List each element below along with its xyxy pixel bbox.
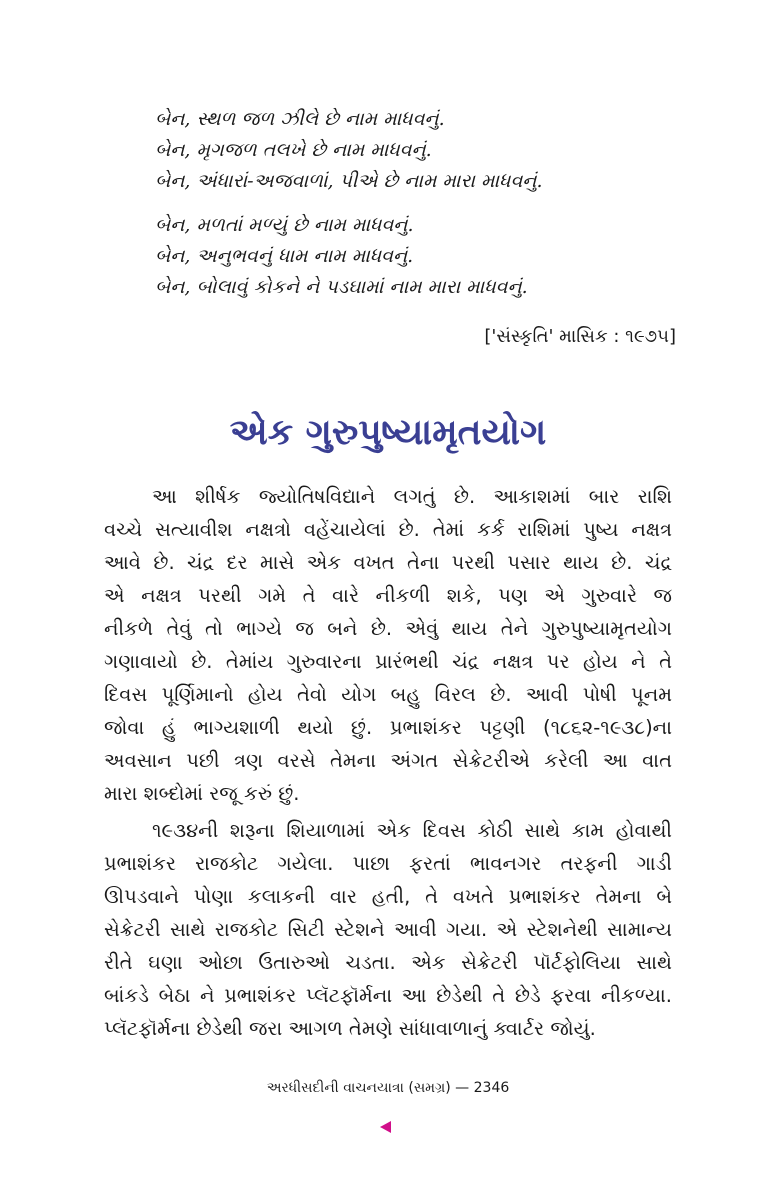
text-line: ૧૯૩૪ની શરૂના શિયાળામાં એક દિવસ કોઠી સાથે કામ હોવાથી	[152, 819, 672, 842]
text-line: આવે છે. ચંદ્ર દર માસે એક વખત તેના પરથી પસાર થાય છે. ચંદ્ર	[104, 551, 672, 574]
text-line: રીતે ઘણા ઓછા ઉતારુઓ ચડતા. એક સેક્રેટરી પૉર્ટફોલિયા સાથે	[104, 951, 672, 974]
text-line: ગણાવાયો છે. તેમાંય ગુરુવારના પ્રારંભથી ચંદ્ર નક્ષત્ર પર હોય ને તે	[104, 650, 672, 673]
poem-line: બેન, મળતાં મળ્યું છે નામ માધવનું.	[155, 214, 414, 236]
text-line: પ્લૅટફૉર્મના છેડેથી જરા આગળ તેમણે સાંધાવાળાનું ક્વાર્ટર જોયું.	[104, 1017, 596, 1040]
text-line: અવસાન પછી ત્રણ વરસે તેમના અંગત સેક્રેટરીએ કરેલી આ વાત	[104, 749, 672, 772]
text-line: વચ્ચે સત્યાવીશ નક્ષત્રો વહેંચાયેલાં છે. તેમાં કર્ક રાશિમાં પુષ્ય નક્ષત્ર	[104, 518, 672, 541]
text-line: મારા શબ્દોમાં રજૂ કરું છું.	[104, 782, 300, 805]
poem-line: બેન, મૃગજળ તલખે છે નામ માધવનું.	[155, 139, 432, 161]
poem-source-citation: ['સંસ્કૃતિ' માસિક : ૧૯૭૫]	[484, 326, 676, 347]
previous-page-arrow-icon[interactable]	[380, 1121, 391, 1133]
text-line: દિવસ પૂર્ણિમાનો હોય તેવો યોગ બહુ વિરલ છે. આવી પોષી પૂનમ	[104, 683, 672, 706]
article-title: એક ગુરુપુષ્યામૃતયોગ	[229, 412, 547, 453]
page-footer: અરધીસદીની વાચનયાત્રા (સમગ્ર) — 2346	[266, 1080, 510, 1096]
poem-line: બેન, સ્થળ જળ ઝીલે છે નામ માધવનું.	[155, 108, 445, 130]
poem-line: બેન, બોલાવું કોકને ને પડઘામાં નામ મારા માધવનું.	[155, 276, 528, 298]
poem	[155, 104, 695, 303]
text-line: પ્રભાશંકર રાજકોટ ગયેલા. પાછા ફરતાં ભાવનગર તરફની ગાડી	[104, 852, 672, 875]
text-line: જોવા હું ભાગ્યશાળી થયો છું. પ્રભાશંકર પટ્ટણી (૧૮૬૨-૧૯૩૮)ના	[104, 716, 672, 739]
text-line: આ શીર્ષક જ્યોતિષવિદ્યાને લગતું છે. આકાશમાં બાર રાશિ	[152, 485, 672, 508]
poem-line: બેન, અંધારાં-અજવાળાં, પીએ છે નામ મારા માધવનું.	[155, 170, 543, 192]
text-line: નીકળે તેવું તો ભાગ્યે જ બને છે. એવું થાય તેને ગુરુપુષ્યામૃતયોગ	[104, 617, 672, 640]
poem-line: બેન, અનુભવનું ધામ નામ માધવનું.	[155, 245, 414, 267]
text-line: બાંકડે બેઠા ને પ્રભાશંકર પ્લૅટફૉર્મના આ છેડેથી તે છેડે ફરવા નીકળ્યા.	[104, 984, 672, 1007]
text-line: એ નક્ષત્ર પરથી ગમે તે વારે નીકળી શકે, પણ એ ગુરુવારે જ	[104, 584, 672, 607]
text-line: ઊપડવાને પોણા કલાકની વાર હતી, તે વખતે પ્રભાશંકર તેમના બે	[104, 885, 672, 908]
text-line: સેક્રેટરી સાથે રાજકોટ સિટી સ્ટેશને આવી ગયા. એ સ્ટેશનેથી સામાન્ય	[104, 918, 672, 941]
article-body	[104, 480, 672, 1045]
